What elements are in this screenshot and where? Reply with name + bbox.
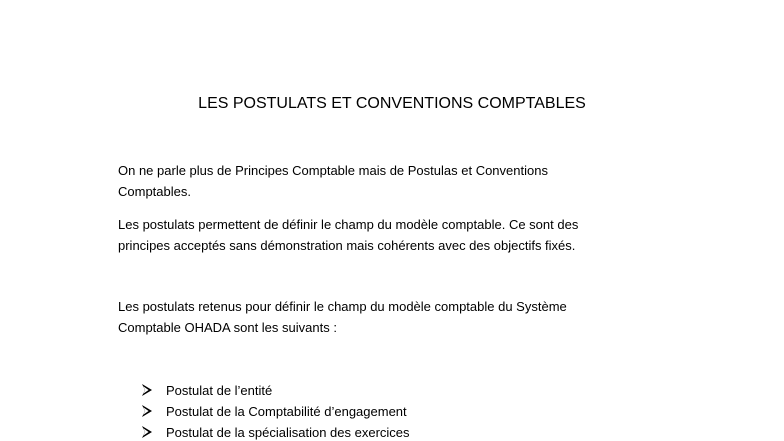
- list-item-label: Postulat de la spécialisation des exercices: [166, 425, 410, 440]
- paragraph-line: principes acceptés sans démonstration mais cohérents avec des objectifs fixés.: [118, 238, 576, 253]
- paragraph-intro: [118, 160, 658, 202]
- arrowhead-bullet-icon: [142, 384, 152, 396]
- postulats-list: [142, 380, 410, 441]
- paragraph-line: On ne parle plus de Principes Comptable mais de Postulas et Conventions: [118, 163, 548, 178]
- list-item-label: Postulat de l’entité: [166, 383, 273, 398]
- arrowhead-bullet-icon: [142, 426, 152, 438]
- list-item-label: Postulat de la Comptabilité d’engagement: [166, 404, 407, 419]
- list-item: [142, 380, 410, 401]
- list-item: [142, 401, 410, 422]
- paragraph-line: Les postulats retenus pour définir le champ du modèle comptable du Système: [118, 299, 567, 314]
- paragraph-definition: [118, 214, 658, 256]
- document-title: LES POSTULATS ET CONVENTIONS COMPTABLES: [198, 95, 586, 112]
- arrowhead-bullet-icon: [142, 405, 152, 417]
- paragraph-line: Les postulats permettent de définir le champ du modèle comptable. Ce sont des: [118, 217, 579, 232]
- paragraph-line: Comptables.: [118, 184, 191, 199]
- paragraph-line: Comptable OHADA sont les suivants :: [118, 320, 337, 335]
- paragraph-ohada: [118, 296, 658, 338]
- list-item: [142, 422, 410, 441]
